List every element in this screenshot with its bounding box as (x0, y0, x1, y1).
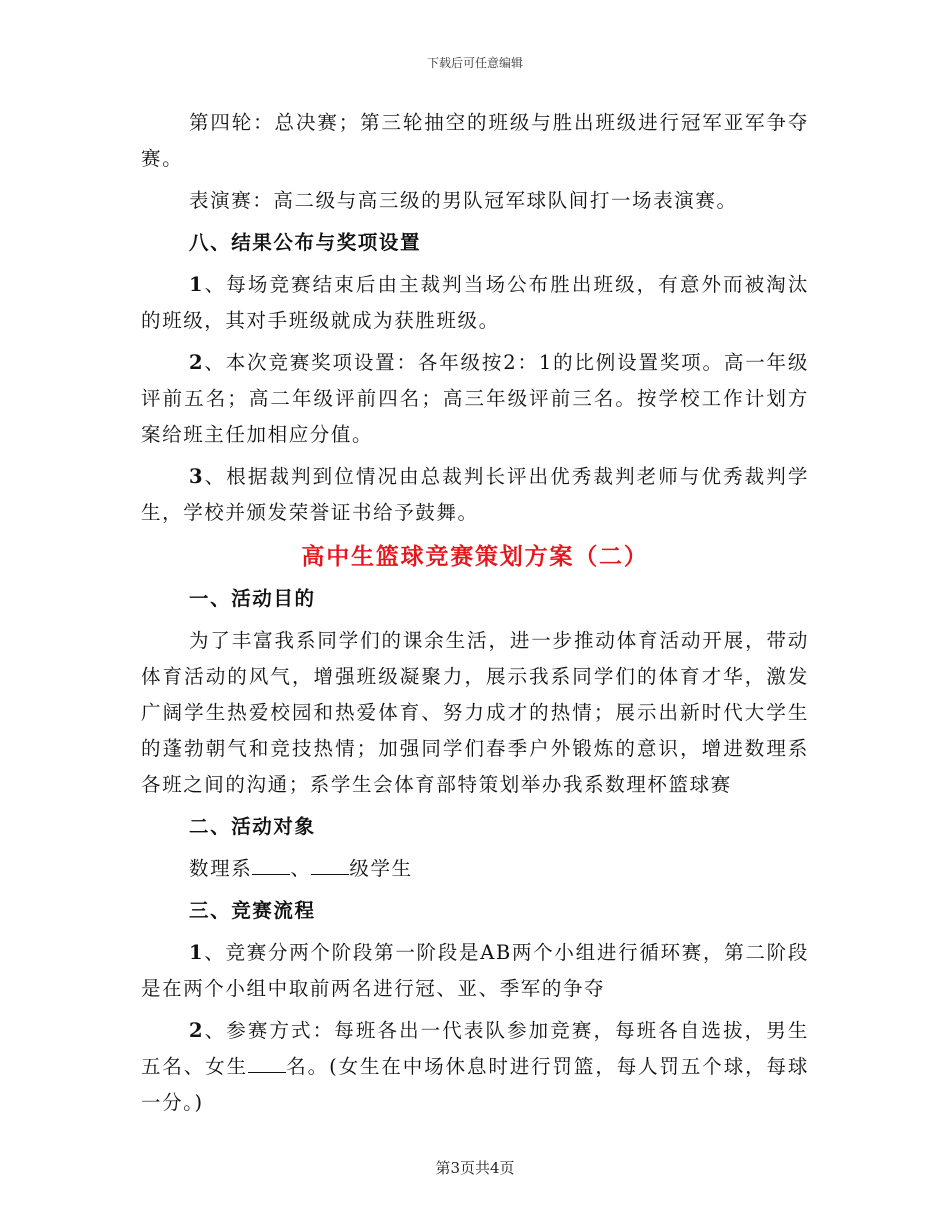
section-heading-target: 二、活动对象 (189, 815, 316, 838)
list-number: 1 (189, 273, 205, 296)
target-text-a: 数理系 (189, 857, 253, 880)
header-note: 下载后可任意编辑 (426, 56, 523, 70)
paragraph-text: 、参赛方式：每班各出一代表队参加竞赛，每班各自选拔，男生五名、女生 (141, 1019, 809, 1078)
section-heading-results: 八、结果公布与奖项设置 (189, 231, 422, 254)
fill-blank (311, 856, 349, 875)
fill-blank (248, 1054, 286, 1073)
page-number: 第3页共4页 (435, 1159, 515, 1177)
document-title: 高中生篮球竞赛策划方案（二） (301, 543, 649, 570)
target-separator: 、 (290, 857, 312, 880)
list-number: 1 (189, 941, 205, 964)
paragraph-text: 名。(女生在中场休息时进行罚篮，每人罚五个球，每球一分。) (141, 1055, 809, 1114)
paragraph-flow-2 (141, 1013, 809, 1121)
list-number: 2 (189, 1019, 205, 1042)
paragraph-results-1 (141, 267, 809, 339)
document-body (141, 105, 809, 1127)
section-heading-purpose: 一、活动目的 (189, 587, 316, 610)
section-heading-flow: 三、竞赛流程 (189, 899, 316, 922)
paragraph-target (141, 851, 809, 887)
fill-blank (252, 856, 290, 875)
paragraph-results-3 (141, 459, 809, 531)
paragraph-text: 、本次竞赛奖项设置：各年级按2：1的比例设置奖项。高一年级评前五名；高二年级评前四名；高三年级评前三名。按学校工作计划方案给班主任加相应分值。 (141, 351, 809, 446)
paragraph-text: 、每场竞赛结束后由主裁判当场公布胜出班级，有意外而被淘汰的班级，其对手班级就成为获胜班级。 (141, 273, 809, 332)
paragraph-text: 、竞赛分两个阶段第一阶段是AB两个小组进行循环赛，第二阶段是在两个小组中取前两名进行冠、亚、季军的争夺 (141, 941, 809, 1000)
paragraph-text: 、根据裁判到位情况由总裁判长评出优秀裁判老师与优秀裁判学生，学校并颁发荣誉证书给予鼓舞。 (141, 465, 809, 524)
paragraph-purpose: 为了丰富我系同学们的课余生活，进一步推动体育活动开展，带动体育活动的风气，增强班级凝聚力，展示我系同学们的体育才华，激发广阔学生热爱校园和热爱体育、努力成才的热情；展示出新时代大学生的蓬勃朝气和竞技热情；加强同学们春季户外锻炼的意识，增进数理系各班之间的沟通；系学生会体育部特策划举办我系数理杯篮球赛 (141, 629, 809, 796)
list-number: 2 (189, 351, 205, 374)
target-text-b: 级学生 (349, 857, 413, 880)
paragraph-round4: 第四轮：总决赛；第三轮抽空的班级与胜出班级进行冠军亚军争夺赛。 (141, 111, 809, 170)
paragraph-flow-1 (141, 935, 809, 1007)
list-number: 3 (189, 465, 205, 488)
paragraph-results-2 (141, 345, 809, 453)
paragraph-exhibition: 表演赛：高二级与高三级的男队冠军球队间打一场表演赛。 (189, 189, 738, 212)
